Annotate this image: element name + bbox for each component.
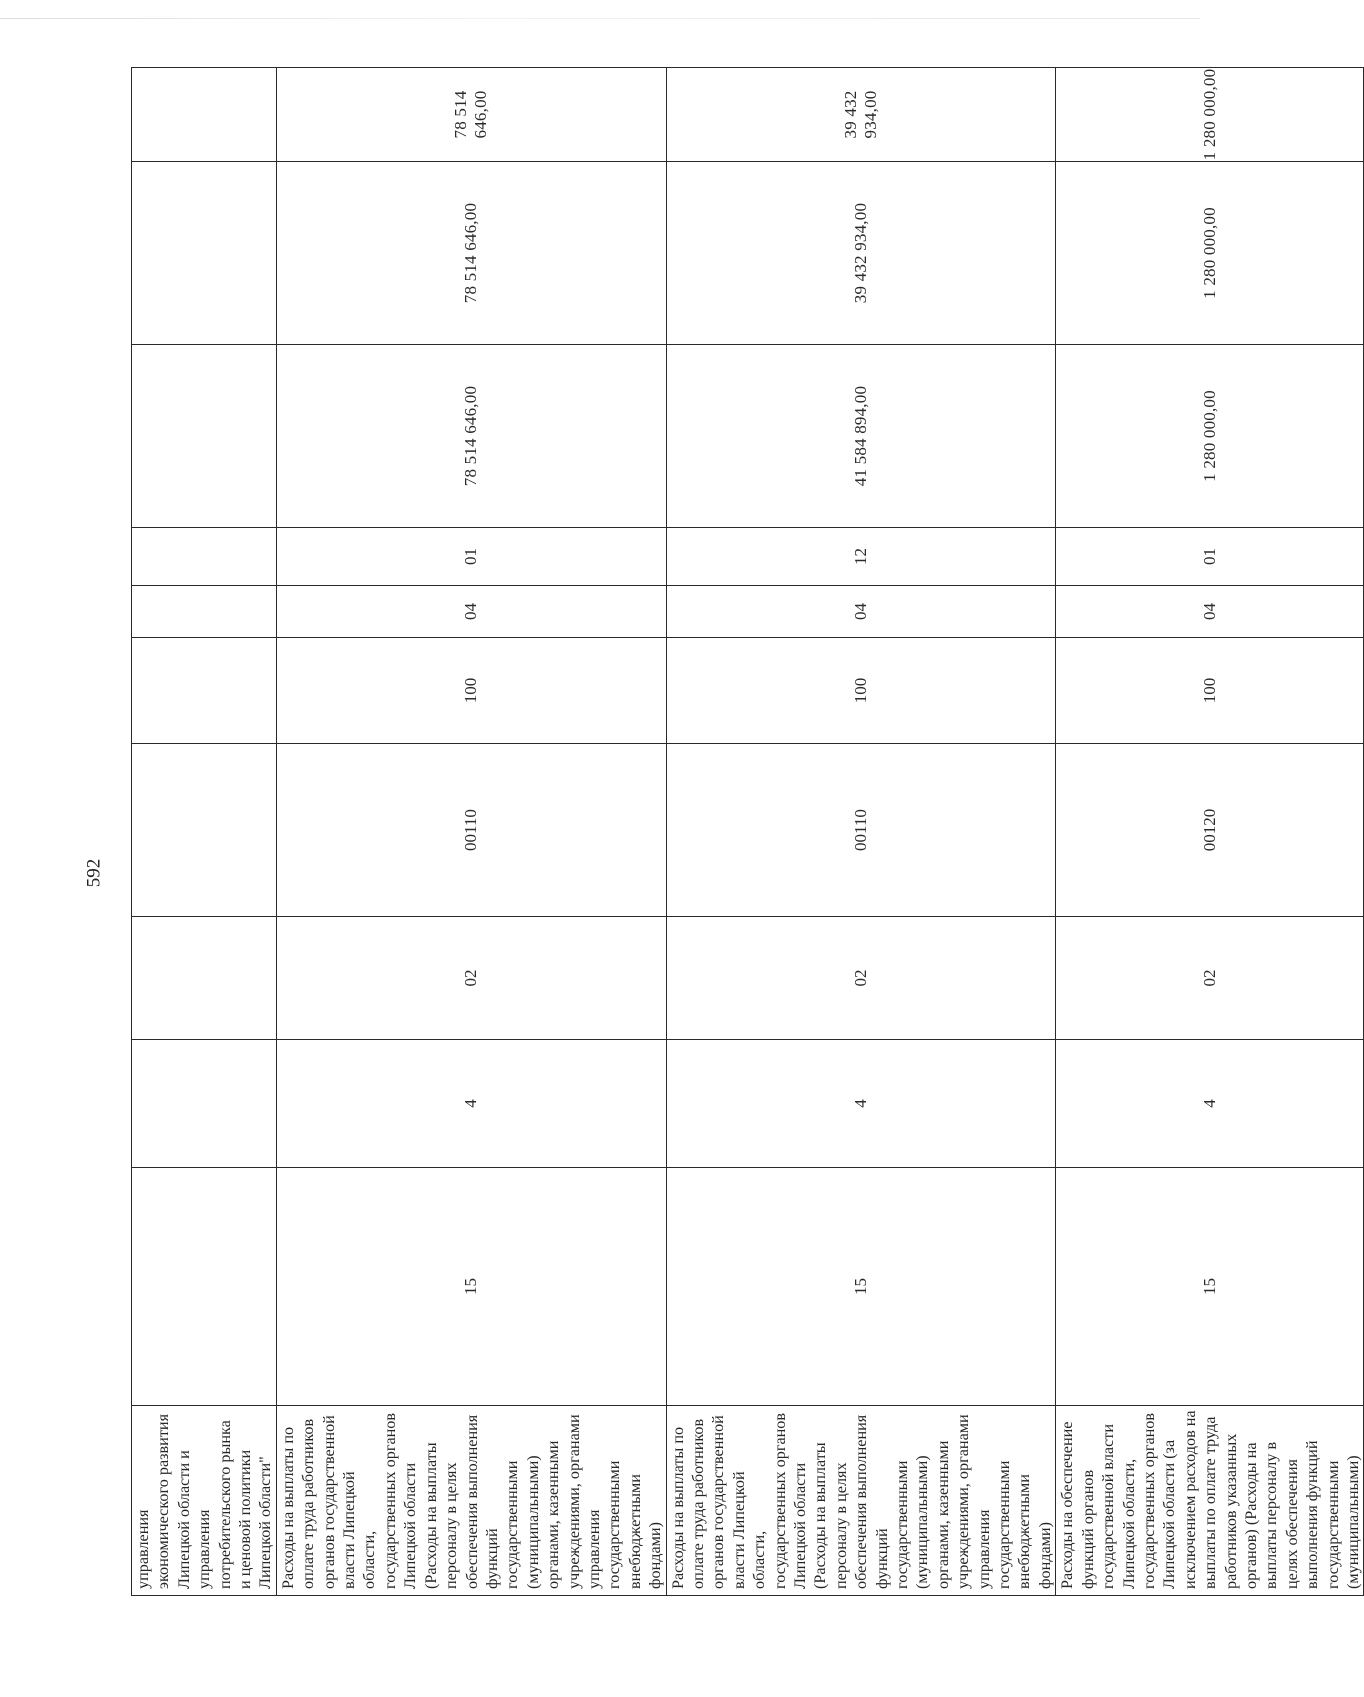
cell-target <box>132 744 277 917</box>
cell-sum-1: 41 584 894,00 <box>666 345 1056 528</box>
cell-sum-3: 39 432 934,00 <box>666 68 1056 162</box>
cell-gr <box>132 1168 277 1406</box>
row-description: Расходы на выплаты по оплате труда работников органов государственной власти Липецкой области, государственных органов Липецкой области (Расходы на выплаты персоналу в целях обеспечения выполнения функций государственными (муниципальными) органами, казенными учреждениями, органами управления государственными внебюджетными фондами) <box>276 1406 666 1596</box>
row-description: Расходы на обеспечение функций органов государственной власти Липецкой области, государственных органов Липецкой области (за исключением расходов на выплаты по оплате труда работников указанных органов) (Расходы на выплаты персоналу в целях обеспечения выполнения функций государственными (муниципальными) <box>1056 1406 1364 1596</box>
cell-subsection: 02 <box>1056 917 1364 1040</box>
budget-table <box>131 67 1364 1596</box>
scan-edge <box>0 18 1200 19</box>
cell-subsection <box>132 917 277 1040</box>
cell-target: 00120 <box>1056 744 1364 917</box>
cell-sum-3 <box>132 68 277 162</box>
page-number: 592 <box>83 858 105 888</box>
cell-section: 4 <box>276 1040 666 1168</box>
rotated-page-content <box>131 68 1362 1596</box>
cell-rz: 04 <box>276 586 666 638</box>
cell-sum-1: 1 280 000,00 <box>1056 345 1364 528</box>
cell-sum-3: 78 514 646,00 <box>276 68 666 162</box>
cell-sum-1: 78 514 646,00 <box>276 345 666 528</box>
cell-pr: 12 <box>666 528 1056 586</box>
cell-subsection: 02 <box>666 917 1056 1040</box>
cell-gr: 15 <box>1056 1168 1364 1406</box>
cell-rz <box>132 586 277 638</box>
cell-sum-2: 39 432 934,00 <box>666 162 1056 345</box>
cell-sum-2 <box>132 162 277 345</box>
cell-section <box>132 1040 277 1168</box>
table-row <box>1056 68 1364 1596</box>
cell-rz: 04 <box>666 586 1056 638</box>
row-description: Расходы на выплаты по оплате труда работников органов государственной власти Липецкой области, государственных органов Липецкой области (Расходы на выплаты персоналу в целях обеспечения выполнения функций государственными (муниципальными) органами, казенными учреждениями, органами управления государственными внебюджетными фондами) <box>666 1406 1056 1596</box>
cell-section: 4 <box>666 1040 1056 1168</box>
table-row <box>132 68 277 1596</box>
cell-section: 4 <box>1056 1040 1364 1168</box>
table-row <box>666 68 1056 1596</box>
cell-expense-type <box>132 638 277 744</box>
cell-rz: 04 <box>1056 586 1364 638</box>
cell-target: 00110 <box>276 744 666 917</box>
table-row <box>276 68 666 1596</box>
cell-expense-type: 100 <box>1056 638 1364 744</box>
cell-expense-type: 100 <box>666 638 1056 744</box>
cell-pr: 01 <box>276 528 666 586</box>
cell-subsection: 02 <box>276 917 666 1040</box>
cell-gr: 15 <box>666 1168 1056 1406</box>
row-description: управления экономического развития Липецкой области и управления потребительского рынка и ценовой политики Липецкой области" <box>132 1406 277 1596</box>
cell-sum-3: 1 280 000,00 <box>1056 68 1364 162</box>
cell-sum-2: 1 280 000,00 <box>1056 162 1364 345</box>
cell-target: 00110 <box>666 744 1056 917</box>
cell-sum-1 <box>132 345 277 528</box>
cell-pr: 01 <box>1056 528 1364 586</box>
cell-pr <box>132 528 277 586</box>
cell-sum-2: 78 514 646,00 <box>276 162 666 345</box>
cell-gr: 15 <box>276 1168 666 1406</box>
cell-expense-type: 100 <box>276 638 666 744</box>
